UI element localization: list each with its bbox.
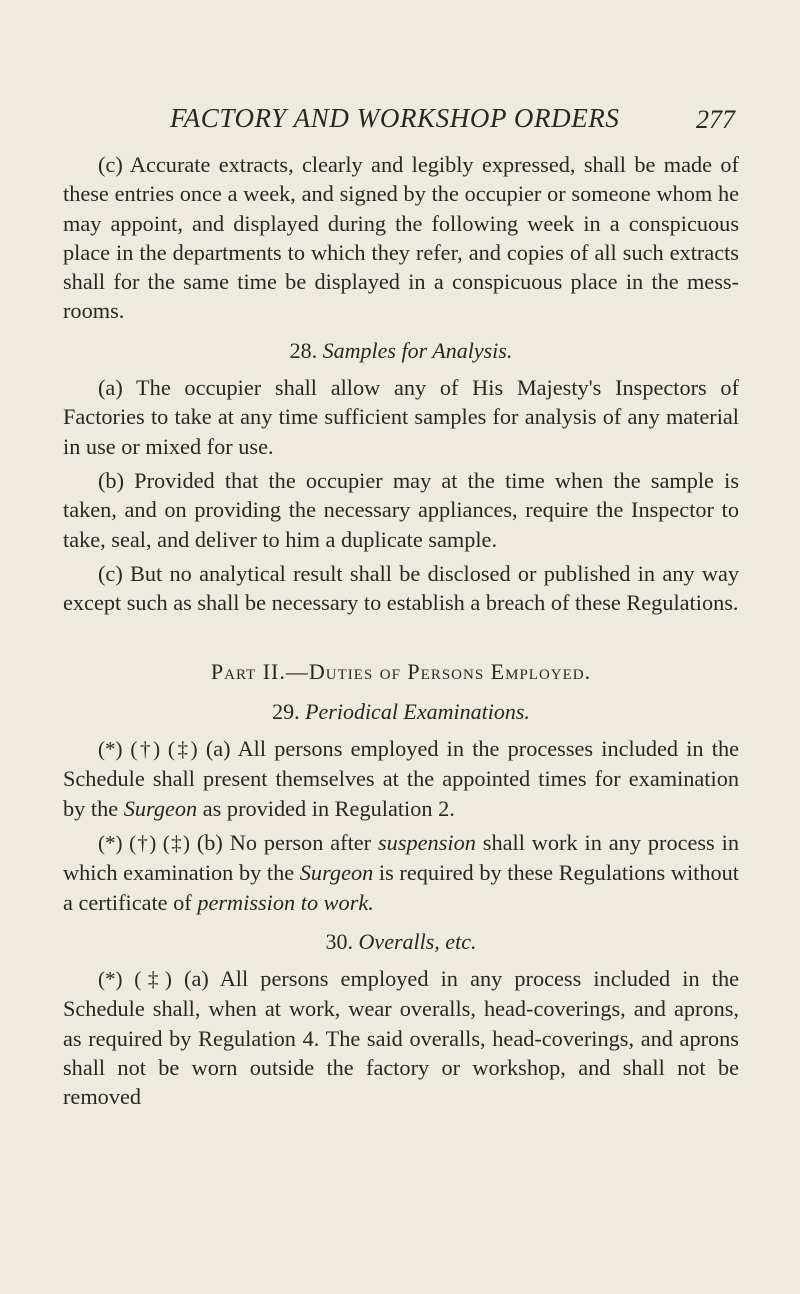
section-heading-28 [63,336,739,365]
paragraph-29b [63,828,739,917]
footnote-marks: (*) (†) (‡) [98,830,190,855]
section-number: 29. [272,698,300,724]
running-title: FACTORY AND WORKSHOP ORDERS [170,103,620,133]
section-title: Periodical Examinations. [305,698,530,724]
section-heading-30 [63,927,739,956]
text-run: as provided in Regulation 2. [202,795,455,821]
part-heading: Part II.—Duties of Persons Employed. [210,659,592,685]
paragraph-28b: (b) Provided that the occupier may at the time when the sample is taken, and on providing the necessary appliances, require the Inspector to take, seal, and deliver to him a duplicate sample. [63,467,739,552]
paragraph-27c: (c) Accurate extracts, clearly and legibly expressed, shall be made of these entries once a week, and signed by the occupier or someone whom he may appoint, and displayed during the following week in a conspicuous place in the departments to which they refer, and copies of all such extracts shall for the same time be displayed in a conspicuous place in the mess-rooms. [63,152,739,324]
text-run: No person after [229,829,372,855]
section-number: 30. [325,928,354,954]
text-run: shall work in any process in which examination by the [63,829,739,886]
section-title: Samples for Analysis. [322,337,513,363]
paragraph-30a [63,964,739,1111]
body-text [63,150,739,1112]
text-run: All persons employed in any process included in the Schedule shall, when at work, wear overalls, head-coverings, and aprons, as required by Regulation 4. The said overalls, head-coverings, and aprons shall not be worn outside the factory or workshop, and shall not be removed [63,966,739,1110]
section-heading-29 [63,697,739,726]
section-number: 28. [289,337,318,363]
emphasis-text: Surgeon [299,860,374,886]
paragraph-28c: (c) But no analytical result shall be disclosed or published in any way except such as shall be necessary to establish a breach of these Regulations. [63,560,739,616]
clause-label: (b) [196,829,223,855]
running-head [170,103,735,143]
paragraph-28a: (a) The occupier shall allow any of His Majesty's Inspectors of Factories to take at any time sufficient samples for analysis of any material in use or mixed for use. [63,375,739,459]
footnote-marks: (*) (‡) [98,967,172,992]
emphasis-text: Surgeon [123,795,198,821]
text-run: All persons employed in the processes included in the Schedule shall present themselves at the appointed times for examination by the [63,736,740,821]
paragraph-29a [63,734,739,823]
emphasis-text: suspension [378,829,476,855]
page-number: 277 [696,105,735,134]
emphasis-text: permission to work. [197,889,374,915]
text-run: is required by these Regulations without a certificate of [63,860,739,915]
section-title: Overalls, etc. [358,928,477,954]
clause-label: (a) [184,966,209,992]
clause-label: (a) [205,736,231,762]
footnote-marks: (*) (†) (‡) [98,737,198,762]
